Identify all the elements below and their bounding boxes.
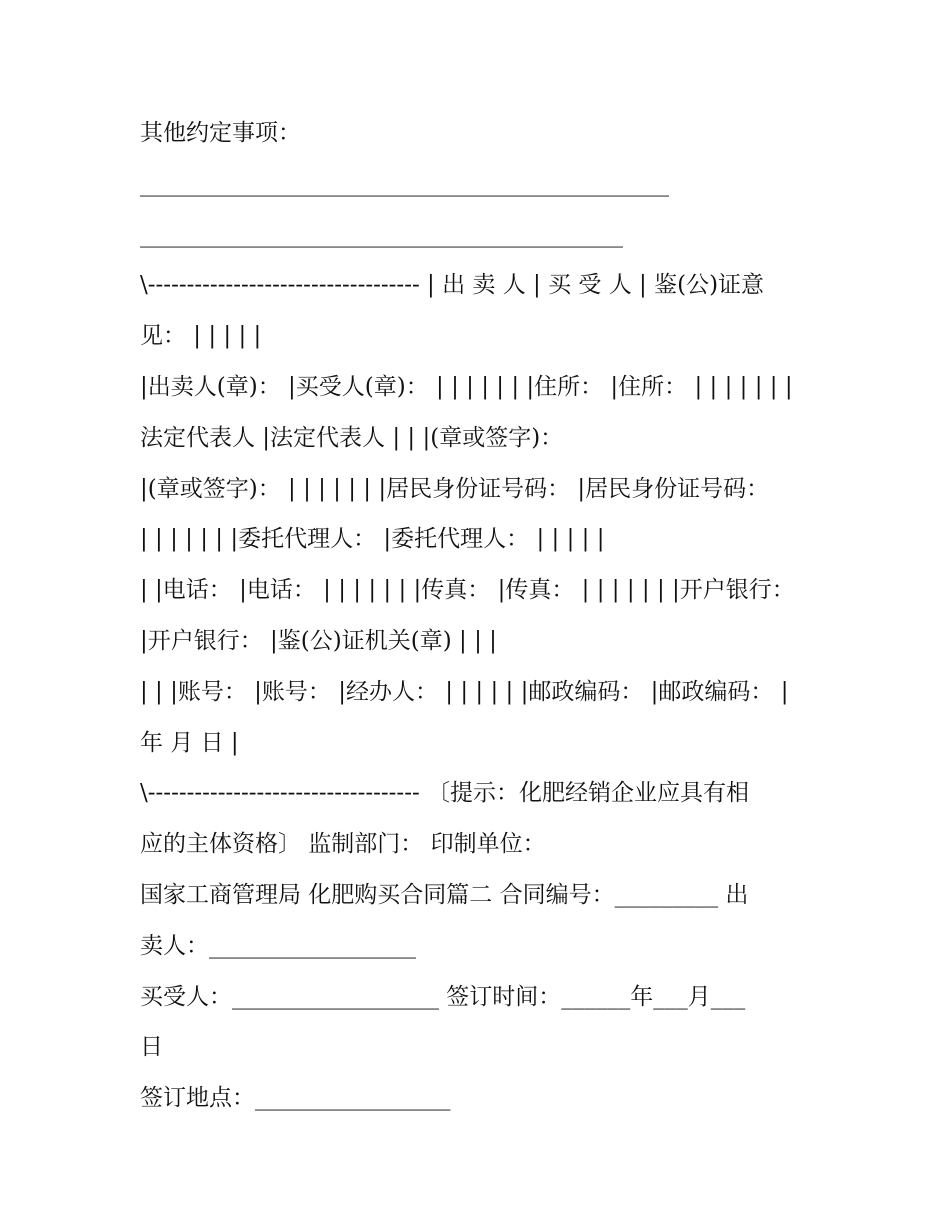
signature-table-line: | |电话： |电话： | | | | | | |传真： |传真： | | | | | | |开户银行： — [140, 577, 795, 604]
notice-line: \----------------------------------- 〔提示：化肥经销企业应具有相 — [140, 780, 750, 807]
other-terms-heading: 其他约定事项： — [140, 120, 301, 146]
contract-number-line: 国家工商管理局 化肥购买合同篇二 合同编号：_________ 出 — [140, 881, 749, 908]
buyer-signing-time-line: 买受人：__________________ 签订时间：______年___月___ — [140, 983, 746, 1010]
signature-table-line: | | | | | | |委托代理人： |委托代理人： | | | | | — [140, 526, 605, 553]
signing-day-line: 日 — [140, 1034, 163, 1061]
signing-place-line: 签订地点：_________________ — [140, 1085, 451, 1112]
signature-table-line: | | |账号： |账号： |经办人： | | | | | |邮政编码： |邮政编码： | — [140, 678, 789, 705]
signature-table-header: \----------------------------------- | 出 卖 人 | 买 受 人 | 鉴(公)证意 — [140, 272, 765, 299]
seller-line: 卖人：__________________ — [140, 932, 416, 959]
signature-table-line: 年 月 日 | — [140, 729, 239, 756]
signature-table-line: |出卖人(章)： |买受人(章)： | | | | | | |住所： |住所： | | | | | | | — [140, 373, 793, 400]
signature-table-line: 法定代表人 |法定代表人 | | |(章或签字)： — [140, 424, 564, 451]
signature-table-line: 见： | | | | | — [140, 323, 262, 350]
signature-table-line: |开户银行： |鉴(公)证机关(章) | | | — [140, 627, 497, 654]
blank-line-2: __________________________________________ — [140, 221, 623, 248]
signature-table-line: |(章或签字)： | | | | | | |居民身份证号码： |居民身份证号码： — [140, 475, 770, 502]
notice-line: 应的主体资格〕 监制部门： 印制单位： — [140, 831, 546, 858]
blank-line-1: ______________________________________________ — [140, 170, 669, 197]
document-body — [140, 108, 820, 1124]
